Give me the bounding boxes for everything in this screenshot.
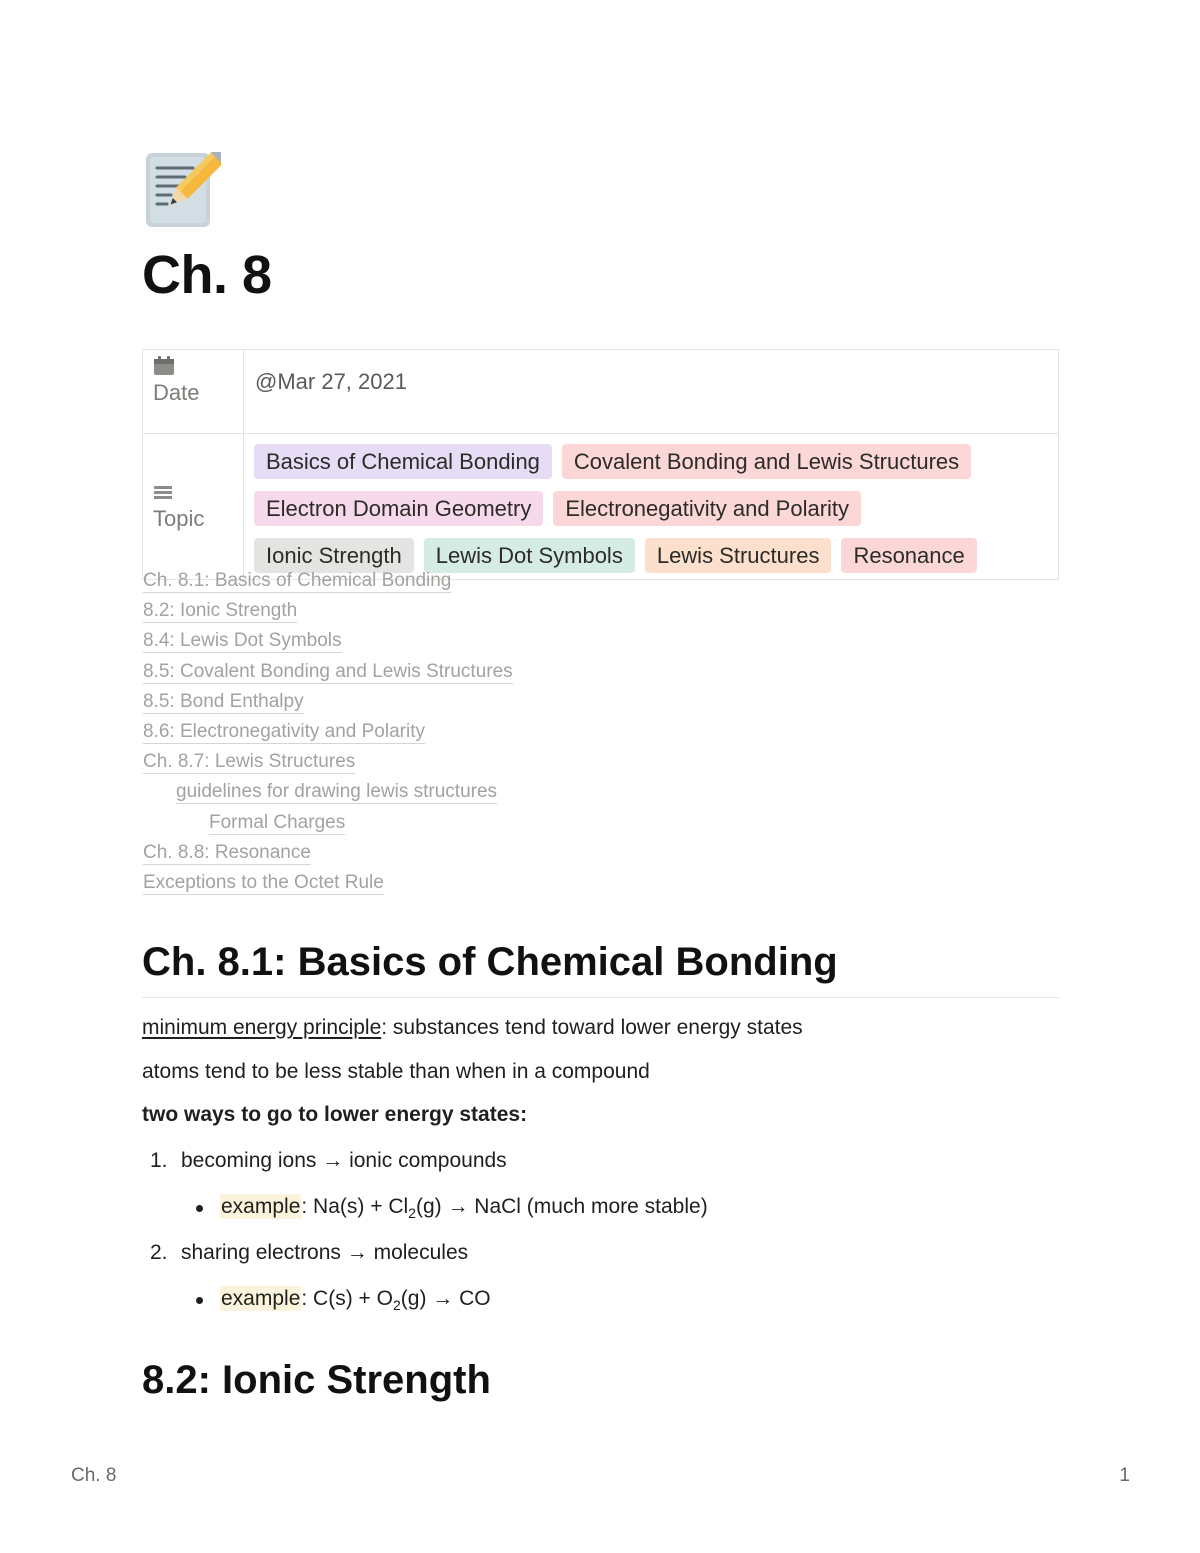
subscript: 2 (392, 1297, 401, 1314)
date-label: Date (153, 380, 200, 405)
topic-value[interactable] (244, 434, 1059, 580)
paragraph-minimum-energy (142, 1016, 803, 1040)
toc-link[interactable]: 8.2: Ionic Strength (143, 600, 298, 622)
toc-link[interactable]: Ch. 8.7: Lewis Structures (143, 751, 356, 773)
list-text: sharing electrons → molecules (181, 1241, 469, 1264)
list-item (150, 1149, 507, 1173)
toc-link[interactable]: guidelines for drawing lewis structures (176, 781, 498, 803)
bullet-icon (196, 1205, 203, 1212)
topic-tag[interactable]: Resonance (841, 538, 976, 573)
page-number: 1 (1119, 1465, 1130, 1486)
example-line (220, 1195, 708, 1221)
paragraph-text: : substances tend toward lower energy states (381, 1016, 803, 1039)
section-heading-8-2: 8.2: Ionic Strength (142, 1358, 491, 1402)
topic-tag[interactable]: Ionic Strength (254, 538, 414, 573)
table-of-contents (143, 567, 513, 899)
example-line (220, 1287, 491, 1313)
heading-divider (142, 997, 1059, 998)
toc-link[interactable]: Ch. 8.1: Basics of Chemical Bonding (143, 570, 452, 591)
topic-tag[interactable]: Lewis Dot Symbols (424, 538, 635, 573)
topic-label: Topic (153, 505, 205, 531)
paragraph-two-ways: two ways to go to lower energy states: (142, 1103, 528, 1126)
topic-tag[interactable]: Lewis Structures (645, 538, 832, 573)
topic-tag[interactable]: Covalent Bonding and Lewis Structures (562, 444, 971, 479)
section-heading-8-1: Ch. 8.1: Basics of Chemical Bonding (142, 940, 838, 984)
date-property-name[interactable] (143, 350, 244, 434)
example-text: : C(s) + O (301, 1287, 393, 1310)
date-property-row (143, 350, 1059, 434)
memo-pencil-icon (145, 152, 221, 228)
toc-link[interactable]: 8.4: Lewis Dot Symbols (143, 630, 342, 652)
toc-link[interactable]: Formal Charges (209, 811, 346, 833)
topic-tag[interactable]: Electron Domain Geometry (254, 491, 543, 526)
example-text: (g) → CO (400, 1287, 491, 1310)
paragraph-atoms: atoms tend to be less stable than when in a compound (142, 1060, 650, 1083)
term-underlined: minimum energy principle (142, 1016, 382, 1039)
example-text: (g) → NaCl (much more stable) (415, 1195, 708, 1218)
bullet-icon (196, 1297, 203, 1304)
toc-link[interactable]: Ch. 8.8: Resonance (143, 841, 311, 863)
topic-tags (254, 444, 1014, 573)
footer-title: Ch. 8 (71, 1465, 117, 1486)
list-text: becoming ions → ionic compounds (181, 1149, 507, 1172)
toc-link[interactable]: 8.5: Bond Enthalpy (143, 690, 304, 712)
list-number: 2. (150, 1241, 168, 1264)
properties-table (142, 349, 1059, 580)
example-label: example (221, 1287, 301, 1310)
topic-property-row (143, 434, 1059, 580)
list-number: 1. (150, 1149, 168, 1172)
toc-link[interactable]: 8.5: Covalent Bonding and Lewis Structures (143, 660, 513, 682)
list-item (150, 1241, 469, 1265)
page-title: Ch. 8 (142, 245, 272, 305)
topic-property-name[interactable] (143, 434, 244, 580)
subscript: 2 (408, 1205, 416, 1222)
topic-tag[interactable]: Electronegativity and Polarity (553, 491, 861, 526)
toc-link[interactable]: 8.6: Electronegativity and Polarity (143, 720, 425, 742)
date-value[interactable]: @Mar 27, 2021 (244, 350, 1059, 434)
toc-link[interactable]: Exceptions to the Octet Rule (143, 871, 384, 893)
example-label: example (221, 1195, 301, 1218)
calendar-icon (153, 356, 175, 376)
list-icon (153, 482, 175, 502)
topic-tag[interactable]: Basics of Chemical Bonding (254, 444, 552, 479)
example-text: : Na(s) + Cl (301, 1195, 409, 1218)
